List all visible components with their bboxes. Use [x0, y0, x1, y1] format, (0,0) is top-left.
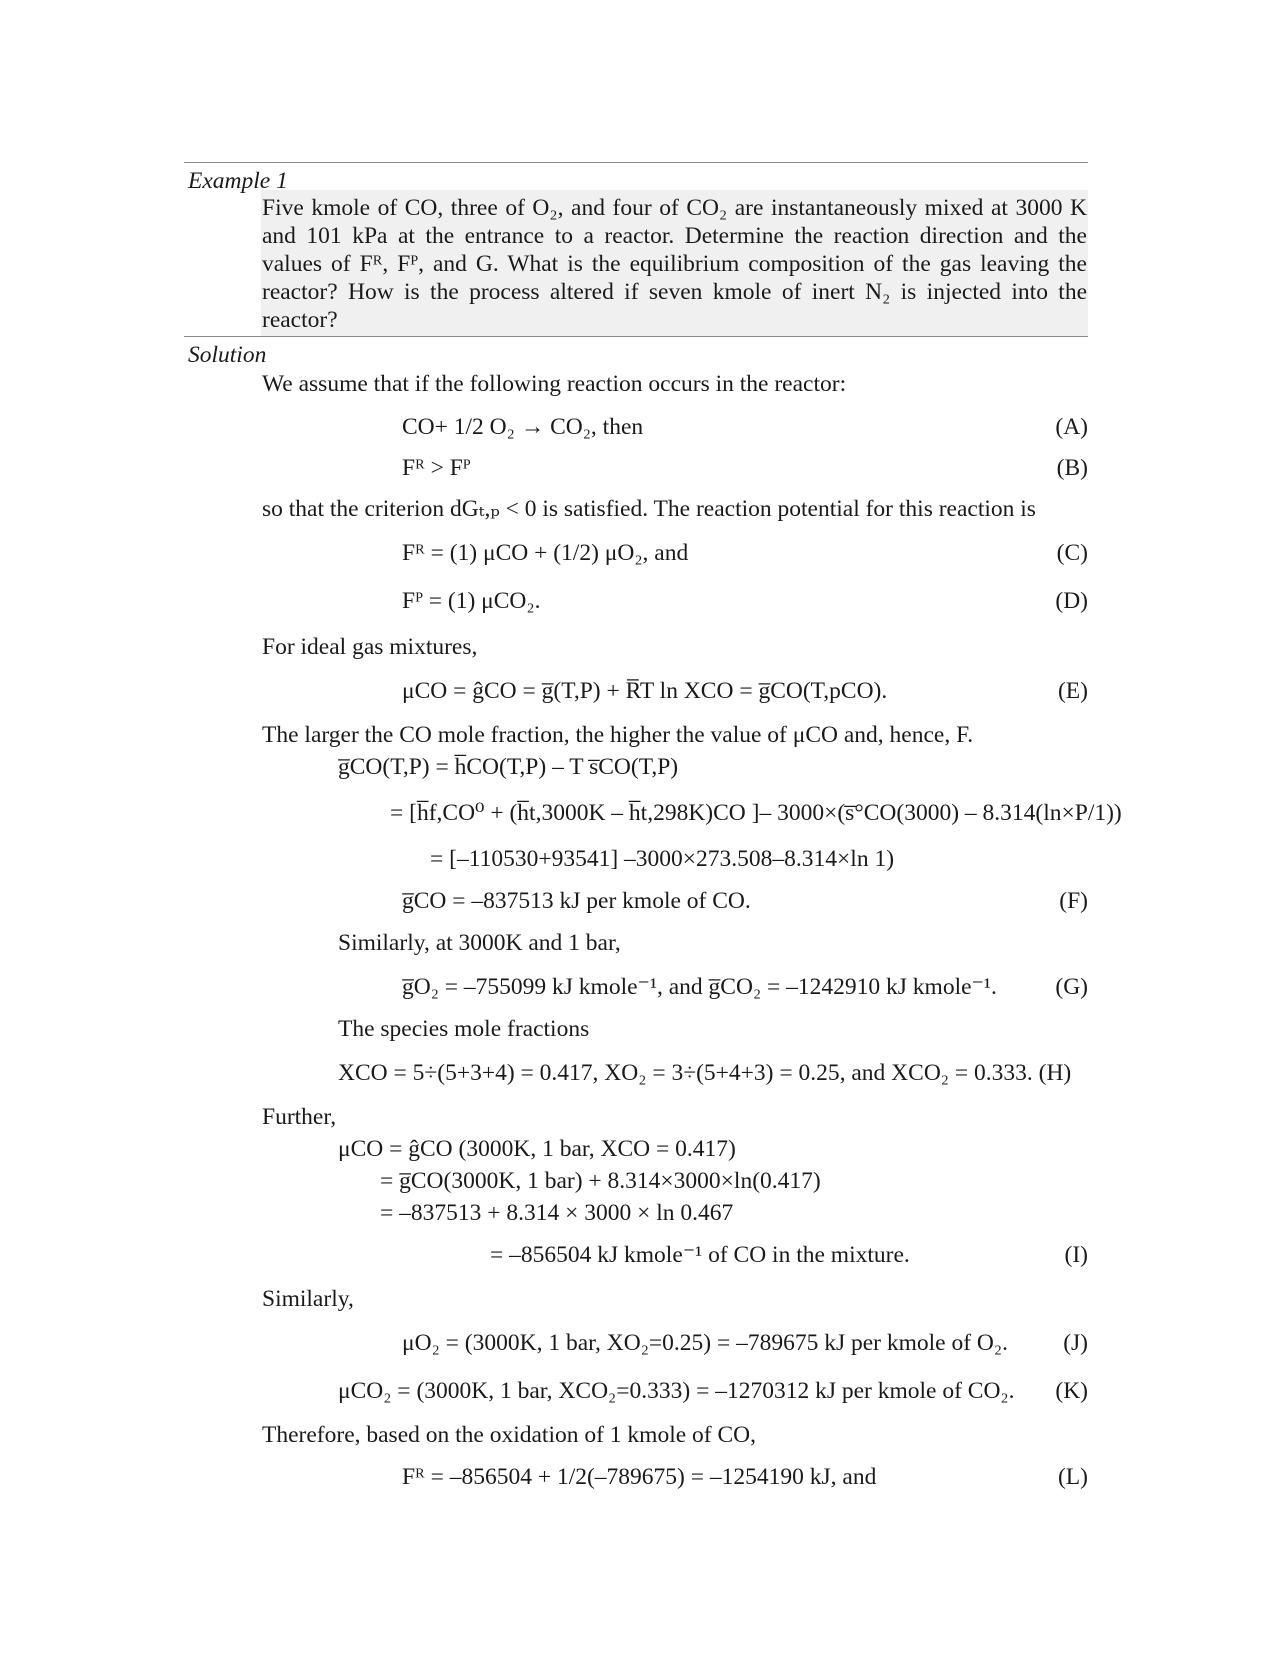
gco-definition: g̅CO(T,P) = h̅CO(T,P) – T s̅CO(T,P) — [338, 754, 679, 780]
gco-result: g̅CO = –837513 kJ per kmole of CO. — [402, 888, 751, 914]
fr-value: Fᴿ = –856504 + 1/2(–789675) = –1254190 kJ, and — [402, 1464, 877, 1490]
example-heading: Example 1 — [188, 168, 288, 194]
eq-label-a: (A) — [1055, 414, 1088, 440]
gco-expansion: = [h̅f,CO⁰ + (h̅t,3000K – h̅t,298K)CO ]– 3000×(s̅°CO(3000) – 8.314(ln×P/1)) — [390, 800, 1122, 826]
similarly-line: Similarly, — [262, 1286, 354, 1312]
problem-bottom-rule — [184, 336, 1088, 337]
eq-label-k: (K) — [1055, 1378, 1088, 1404]
mu-co-mixture-3: = –837513 + 8.314 × 3000 × ln 0.467 — [380, 1200, 734, 1226]
further-line: Further, — [262, 1104, 337, 1130]
mu-o2-equation: μO₂ = (3000K, 1 bar, XO₂=0.25) = –789675 kJ per kmole of O₂. — [402, 1330, 1008, 1356]
eq-label-d: (D) — [1055, 588, 1088, 614]
solution-heading: Solution — [188, 342, 267, 368]
fr-definition: Fᴿ = (1) μCO + (1/2) μO₂, and — [402, 540, 689, 566]
eq-label-i: (I) — [1064, 1242, 1088, 1268]
therefore-line: Therefore, based on the oxidation of 1 kmole of CO, — [262, 1422, 757, 1448]
eq-label-g: (G) — [1055, 974, 1088, 1000]
top-rule — [184, 162, 1088, 163]
g-o2-co2-values: g̅O₂ = –755099 kJ kmole⁻¹, and g̅CO₂ = –1242910 kJ kmole⁻¹. — [402, 974, 997, 1000]
gco-numeric: = [–110530+93541] –3000×273.508–8.314×ln 1) — [430, 846, 895, 872]
mole-fractions: XCO = 5÷(5+3+4) = 0.417, XO₂ = 3÷(5+4+3) = 0.25, and XCO₂ = 0.333. (H) — [338, 1060, 1072, 1086]
eq-label-j: (J) — [1063, 1330, 1088, 1356]
mu-co2-equation: μCO₂ = (3000K, 1 bar, XCO₂=0.333) = –1270312 kJ per kmole of CO₂. — [338, 1378, 1015, 1404]
eq-label-l: (L) — [1057, 1464, 1088, 1490]
larger-fraction-line: The larger the CO mole fraction, the higher the value of μCO and, hence, F. — [262, 722, 974, 748]
mu-co-mixture-1: μCO = ĝCO (3000K, 1 bar, XCO = 0.417) — [338, 1136, 736, 1162]
problem-statement: Five kmole of CO, three of O₂, and four of CO₂ are instantaneously mixed at 3000 K and 101 kPa at the entrance to a reactor. Determine the reaction direction and the values of Fᴿ, Fᴾ, and G. What is the equilibrium composition of the gas leaving the reactor? How is the process altered if seven kmole of inert N₂ is injected into the reactor? — [262, 195, 1087, 333]
similarly-3000k-line: Similarly, at 3000K and 1 bar, — [338, 930, 621, 956]
criterion-line: so that the criterion dGₜ,ₚ < 0 is satisfied. The reaction potential for this reaction is — [262, 496, 1036, 522]
mu-co-equation: μCO = ĝCO = g̅(T,P) + R̅T ln XCO = g̅CO(T,pCO). — [402, 678, 888, 704]
mu-co-mixture-result: = –856504 kJ kmole⁻¹ of CO in the mixture. — [490, 1242, 910, 1268]
ideal-gas-line: For ideal gas mixtures, — [262, 634, 478, 660]
fp-definition: Fᴾ = (1) μCO₂. — [402, 588, 541, 614]
eq-label-c: (C) — [1056, 540, 1088, 566]
reaction-equation: CO+ 1/2 O₂ → CO₂, then — [402, 414, 644, 440]
assume-line: We assume that if the following reaction occurs in the reactor: — [262, 371, 847, 397]
species-line: The species mole fractions — [338, 1016, 590, 1042]
mu-co-mixture-2: = g̅CO(3000K, 1 bar) + 8.314×3000×ln(0.417) — [380, 1168, 821, 1194]
eq-label-e: (E) — [1057, 678, 1088, 704]
eq-label-b: (B) — [1056, 455, 1088, 481]
potential-inequality: Fᴿ > Fᴾ — [402, 455, 471, 481]
eq-label-f: (F) — [1059, 888, 1088, 914]
